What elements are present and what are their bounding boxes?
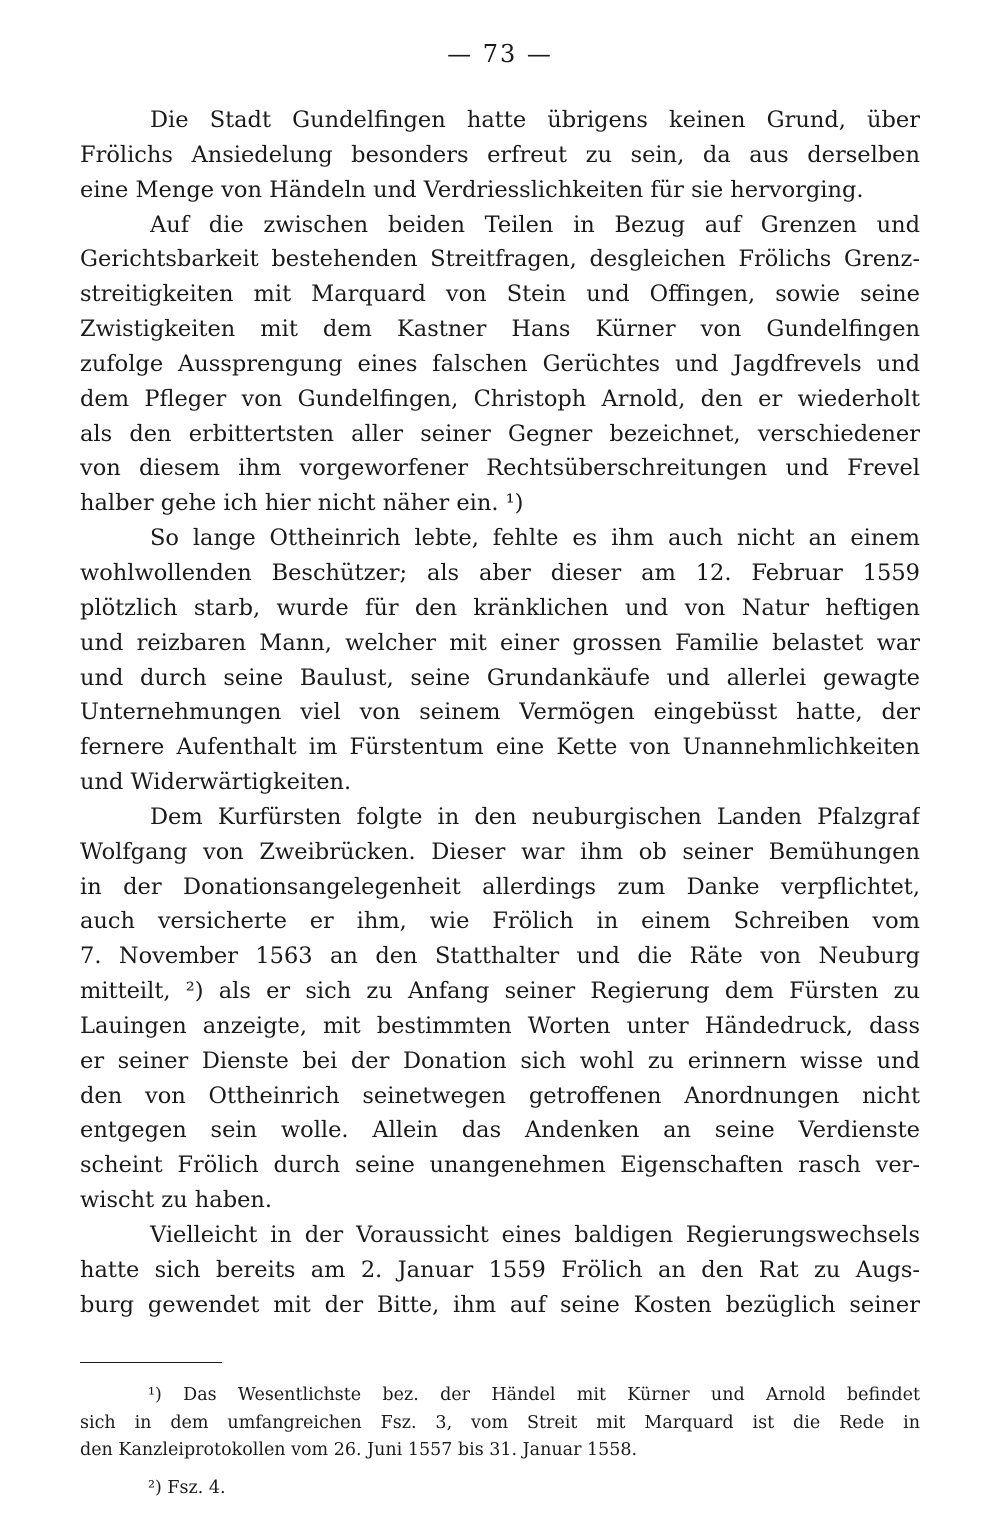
footnote-line: ¹) Das Wesentlichste bez. der Händel mit Kürner und Arnold befindet — [148, 1385, 920, 1405]
footnote — [80, 1382, 920, 1465]
footnote-line: ²) Fsz. 4. — [148, 1477, 226, 1498]
text-line: den von Ottheinrich seinetwegen getroffenen Anordnungen nicht — [80, 1082, 920, 1109]
text-line: scheint Frölich durch seine unangenehmen Eigenschaften rasch ver- — [80, 1152, 920, 1179]
text-line: wischt zu haben. — [80, 1187, 273, 1214]
paragraph — [80, 1218, 920, 1323]
text-line: Unternehmungen viel von seinem Vermögen eingebüsst hatte, der — [80, 699, 920, 726]
text-line: entgegen sein wolle. Allein das Andenken an seine Verdienste — [80, 1117, 920, 1144]
text-line: er seiner Dienste bei der Donation sich wohl zu erinnern wisse und — [80, 1047, 920, 1074]
text-line: So lange Ottheinrich lebte, fehlte es ihm auch nicht an einem — [150, 525, 920, 552]
text-line: plötzlich starb, wurde für den kränklichen und von Natur heftigen — [80, 594, 920, 621]
page-number: — 73 — — [447, 40, 553, 68]
text-line: Lauingen anzeigte, mit bestimmten Worten unter Händedruck, dass — [80, 1012, 920, 1039]
paragraph — [80, 103, 920, 208]
text-line: Gerichtsbarkeit bestehenden Streitfragen, desgleichen Frölichs Grenz- — [80, 246, 920, 273]
paragraph — [80, 521, 920, 800]
body-text — [80, 103, 920, 1323]
text-line: Wolfgang von Zweibrücken. Dieser war ihm ob seiner Bemühungen — [80, 838, 920, 865]
text-line: in der Donationsangelegenheit allerdings zum Danke verpflichtet, — [80, 873, 920, 900]
footnotes — [80, 1382, 920, 1502]
text-line: wohlwollenden Beschützer; als aber dieser am 12. Februar 1559 — [80, 559, 920, 586]
text-line: zufolge Aussprengung eines falschen Gerüchtes und Jagdfrevels und — [80, 350, 920, 377]
text-line: halber gehe ich hier nicht näher ein. ¹) — [80, 490, 524, 517]
footnote-divider — [80, 1362, 222, 1363]
text-line: Die Stadt Gundelfingen hatte übrigens keinen Grund, über — [150, 107, 920, 133]
text-line: auch versicherte er ihm, wie Frölich in einem Schreiben vom — [80, 908, 920, 935]
text-line: eine Menge von Händeln und Verdriesslichkeiten für sie hervorging. — [80, 176, 864, 203]
text-line: und reizbaren Mann, welcher mit einer grossen Familie belastet war — [80, 629, 920, 656]
text-line: hatte sich bereits am 2. Januar 1559 Frölich an den Rat zu Augs- — [80, 1256, 920, 1283]
text-line: dem Pfleger von Gundelfingen, Christoph Arnold, den er wiederholt — [80, 385, 920, 412]
footnote — [80, 1475, 920, 1503]
footnote-line: den Kanzleiprotokollen vom 26. Juni 1557 bis 31. Januar 1558. — [80, 1440, 638, 1460]
text-line: von diesem ihm vorgeworfener Rechtsüberschreitungen und Frevel — [80, 455, 920, 482]
text-line: mitteilt, ²) als er sich zu Anfang seiner Regierung dem Fürsten zu — [80, 978, 920, 1005]
text-line: und Widerwärtigkeiten. — [80, 769, 352, 796]
text-line: Frölichs Ansiedelung besonders erfreut zu sein, da aus derselben — [80, 141, 920, 168]
paragraph — [80, 208, 920, 522]
paragraph — [80, 800, 920, 1218]
text-line: Vielleicht in der Voraussicht eines baldigen Regierungswechsels — [150, 1222, 920, 1248]
text-line: 7. November 1563 an den Statthalter und die Räte von Neuburg — [80, 943, 920, 970]
text-line: fernere Aufenthalt im Fürstentum eine Kette von Unannehmlichkeiten — [80, 734, 920, 761]
text-line: als den erbittertsten aller seiner Gegner bezeichnet, verschiedener — [80, 420, 920, 447]
text-line: Auf die zwischen beiden Teilen in Bezug auf Grenzen und — [150, 211, 920, 238]
text-line: streitigkeiten mit Marquard von Stein und Offingen, sowie seine — [80, 281, 920, 308]
footnote-line: sich in dem umfangreichen Fsz. 3, vom Streit mit Marquard ist die Rede in — [80, 1412, 920, 1433]
text-line: Zwistigkeiten mit dem Kastner Hans Kürner von Gundelfingen — [80, 316, 920, 343]
text-line: burg gewendet mit der Bitte, ihm auf seine Kosten bezüglich seiner — [80, 1291, 920, 1318]
text-line: Dem Kurfürsten folgte in den neuburgischen Landen Pfalzgraf — [150, 803, 920, 830]
text-line: und durch seine Baulust, seine Grundankäufe und allerlei gewagte — [80, 664, 920, 691]
